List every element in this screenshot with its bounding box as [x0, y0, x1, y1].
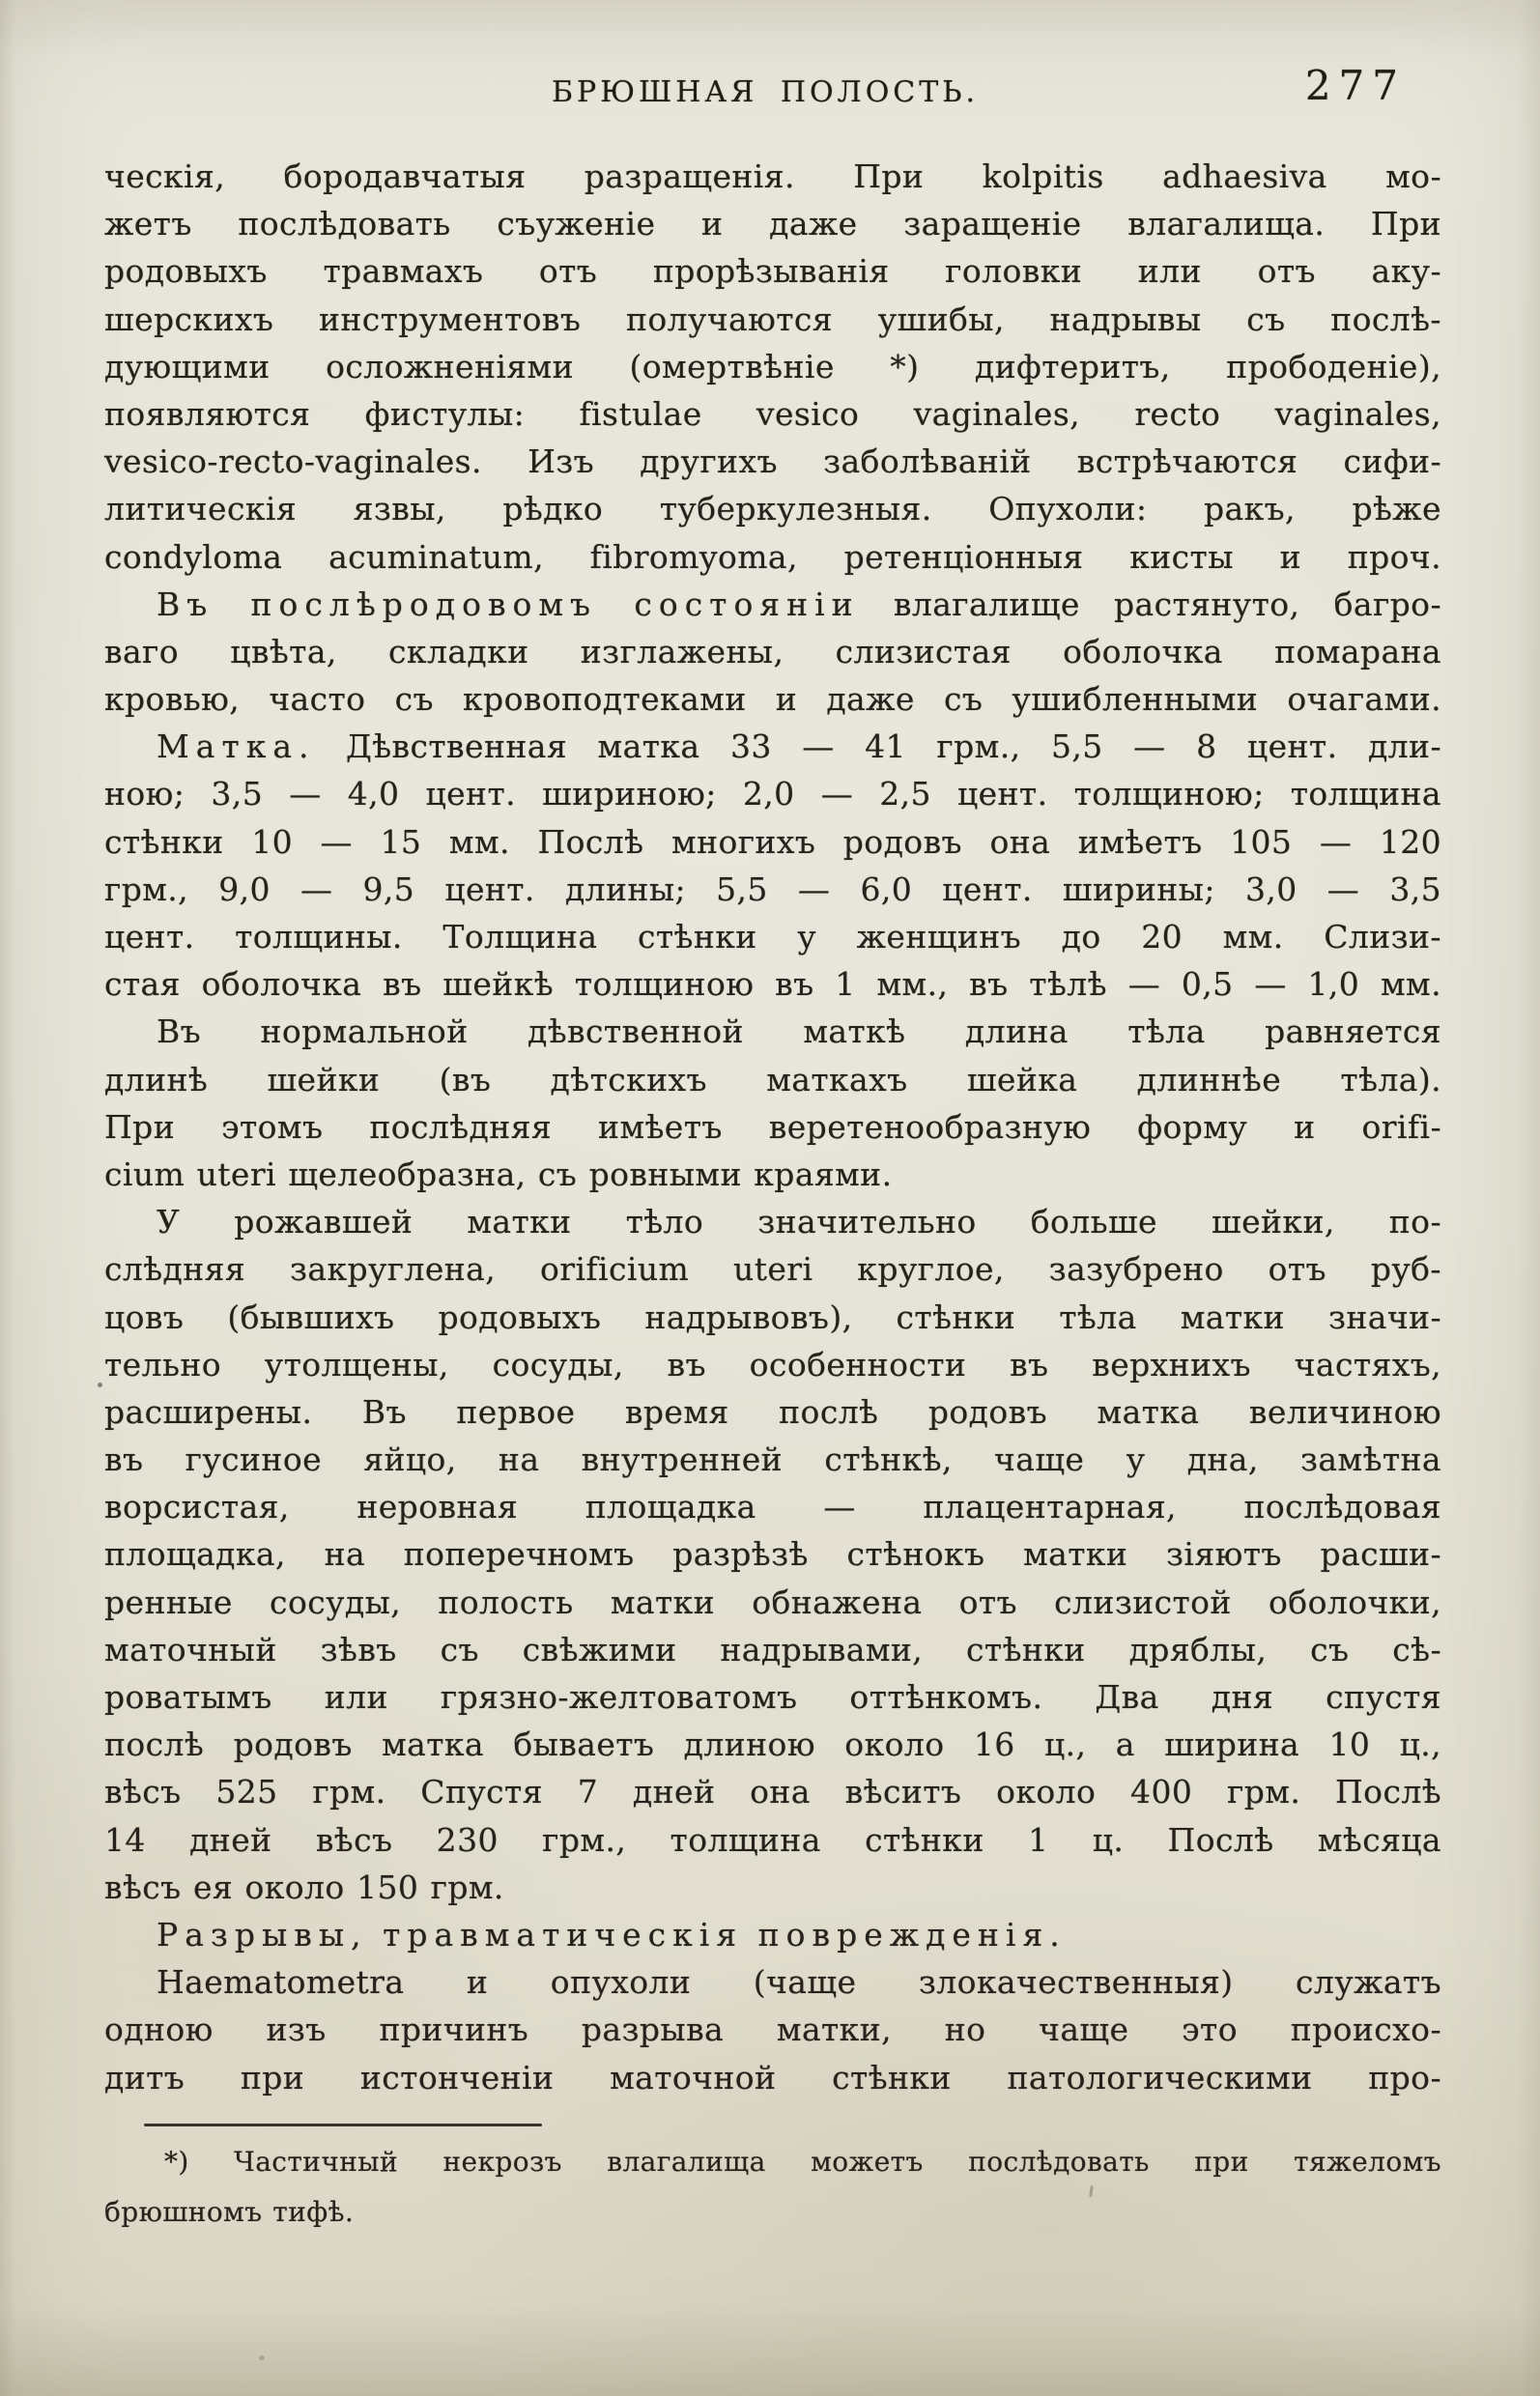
text-line: появляются фистулы: fistulae vesico vaginales, recto vaginales,: [104, 394, 1441, 433]
text-line: родовыхъ травмахъ отъ прорѣзыванія головки или отъ аку-: [104, 252, 1441, 291]
text-line: Въ нормальной дѣвственной маткѣ длина тѣла равняется: [157, 1013, 1441, 1051]
text-line: Въ послѣродовомъ состояніи влагалище растянуто, багро-: [157, 585, 1441, 623]
text-line: маточный зѣвъ съ свѣжими надрывами, стѣнки дряблы, съ сѣ-: [104, 1630, 1441, 1669]
text-line: дующими осложненіями (омертвѣніе *) дифтеритъ, прободеніе),: [104, 347, 1441, 385]
text-line: Haematometra и опухоли (чаще злокачественныя) служатъ: [157, 1963, 1441, 2002]
text-line: тельно утолщены, сосуды, въ особенности въ верхнихъ частяхъ,: [104, 1345, 1441, 1383]
text-line: condyloma acuminatum, fibromyoma, ретенціонныя кисты и проч.: [104, 537, 1441, 576]
text-line: длинѣ шейки (въ дѣтскихъ маткахъ шейка длиннѣе тѣла).: [104, 1060, 1441, 1098]
text-line: 14 дней вѣсъ 230 грм., толщина стѣнки 1 ц. Послѣ мѣсяца: [104, 1820, 1441, 1859]
text-line: послѣ родовъ матка бываетъ длиною около 16 ц., а ширина 10 ц.,: [104, 1726, 1441, 1764]
text-line: расширены. Въ первое время послѣ родовъ матка величиною: [104, 1392, 1441, 1431]
text-line: стѣнки 10 — 15 мм. Послѣ многихъ родовъ она имѣетъ 105 — 120: [104, 822, 1441, 861]
text-line: дитъ при истонченіи маточной стѣнки патологическими про-: [104, 2058, 1441, 2096]
letterspaced-text: Матка.: [157, 727, 316, 766]
text-line: цент. толщины. Толщина стѣнки у женщинъ до 20 мм. Слизи-: [104, 918, 1441, 956]
text-line: стая оболочка въ шейкѣ толщиною въ 1 мм., въ тѣлѣ — 0,5 — 1,0 мм.: [104, 965, 1441, 1004]
text-line: брюшномъ тифѣ.: [104, 2196, 355, 2228]
text-line: литическія язвы, рѣдко туберкулезныя. Опухоли: ракъ, рѣже: [104, 490, 1441, 528]
text-line: роватымъ или грязно-желтоватомъ оттѣнкомъ. Два дня спустя: [104, 1678, 1441, 1716]
text-line: кровью, часто съ кровоподтеками и даже съ ушибленными очагами.: [104, 680, 1441, 719]
text-line: [104, 1911, 1441, 1958]
text-line: ною; 3,5 — 4,0 цент. шириною; 2,0 — 2,5 цент. толщиною; толщина: [104, 775, 1441, 813]
text-line: ворсистая, неровная площадка — плацентарная, послѣдовая: [104, 1488, 1441, 1526]
text-line: жетъ послѣдовать съуженіе и даже заращеніе влагалища. При: [104, 205, 1441, 243]
text-line: шерскихъ инструментовъ получаются ушибы, надрывы съ послѣ-: [104, 300, 1441, 338]
text-line: ческія, бородавчатыя разращенія. При kolpitis adhaesiva мо-: [104, 157, 1441, 195]
ink-speck: [98, 1383, 102, 1387]
text-line: ваго цвѣта, складки изглажены, слизистая оболочка помарана: [104, 632, 1441, 670]
letterspaced-text: Въ послѣродовомъ состояніи: [157, 585, 860, 623]
text-line: въ гусиное яйцо, на внутренней стѣнкѣ, чаще у дна, замѣтна: [104, 1440, 1441, 1479]
text-line: У рожавшей матки тѣло значительно больше шейки, по-: [157, 1203, 1441, 1241]
text-line: *) Частичный некрозъ влагалища можетъ послѣдовать при тяжеломъ: [164, 2146, 1441, 2178]
text-line: площадка, на поперечномъ разрѣзѣ стѣнокъ матки зіяютъ расши-: [104, 1535, 1441, 1574]
page-number: 277: [1304, 62, 1406, 109]
text-line: одною изъ причинъ разрыва матки, но чаще это происхо-: [104, 2011, 1441, 2049]
running-title: БРЮШНАЯ ПОЛОСТЬ.: [551, 75, 979, 109]
text-line: cium uteri щелеобразна, съ ровными краями.: [104, 1155, 893, 1193]
text-line: При этомъ послѣдняя имѣетъ веретенообразную форму и orifi-: [104, 1107, 1441, 1146]
body-text: [104, 153, 1441, 2101]
text-line: цовъ (бывшихъ родовыхъ надрывовъ), стѣнки тѣла матки значи-: [104, 1298, 1441, 1336]
text-line: вѣсъ 525 грм. Спустя 7 дней она вѣситъ около 400 грм. Послѣ: [104, 1773, 1441, 1811]
text-line: Матка. Дѣвственная матка 33 — 41 грм., 5,5 — 8 цент. дли-: [157, 727, 1441, 766]
text-line: вѣсъ ея около 150 грм.: [104, 1868, 504, 1906]
footnote-separator: [144, 2124, 542, 2126]
text-line: слѣдняя закруглена, orificium uteri круглое, зазубрено отъ руб-: [104, 1250, 1441, 1289]
text-line: vesico-recto-vaginales. Изъ другихъ заболѣваній встрѣчаются сифи-: [104, 442, 1441, 481]
ink-speck: [259, 2355, 265, 2360]
footnote: [104, 2137, 1441, 2238]
text-line: грм., 9,0 — 9,5 цент. длины; 5,5 — 6,0 цент. ширины; 3,0 — 3,5: [104, 870, 1441, 908]
letterspaced-text: Разрывы, травматическія поврежденія.: [157, 1915, 1067, 1954]
text-line: ренные сосуды, полость матки обнажена отъ слизистой оболочки,: [104, 1583, 1441, 1621]
